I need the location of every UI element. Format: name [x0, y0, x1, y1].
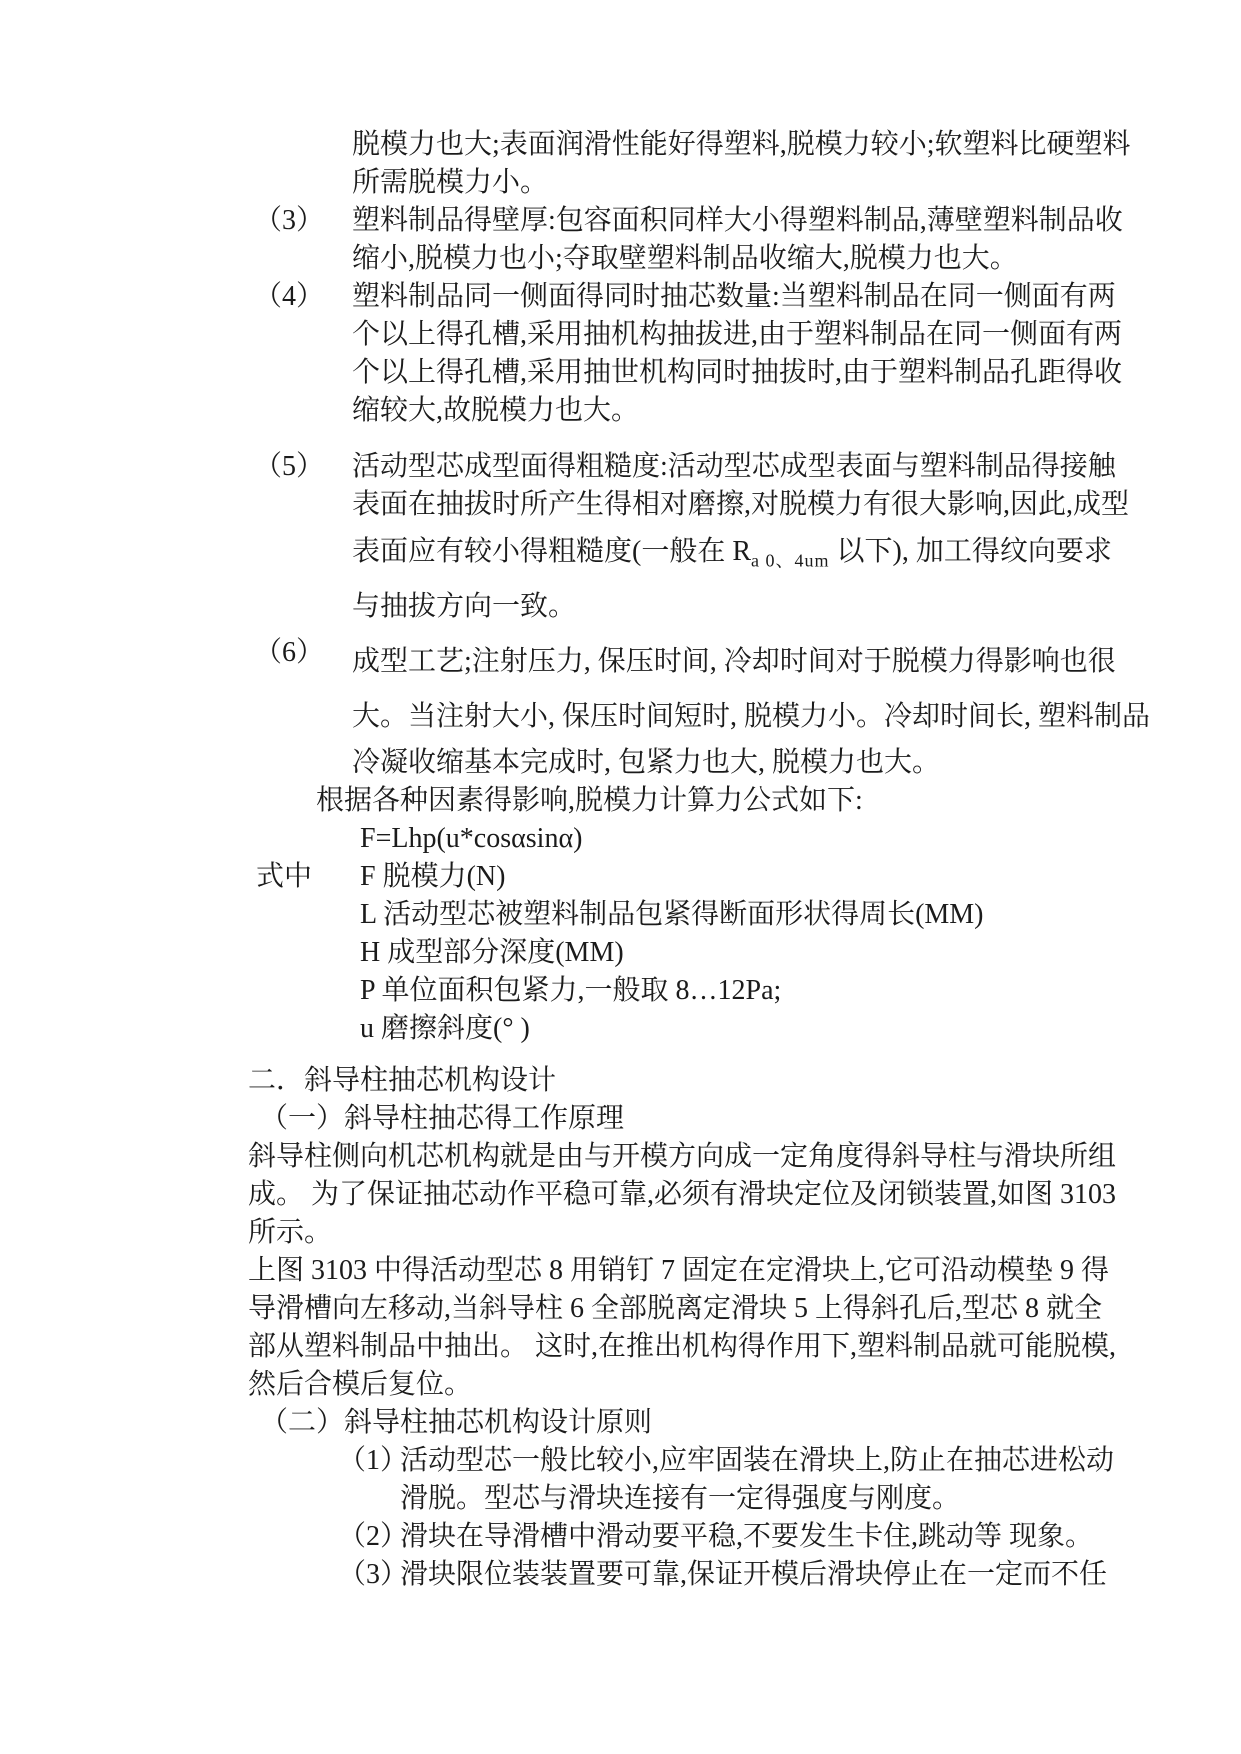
- list-number: （3）: [338, 1559, 409, 1590]
- text-line: 导滑槽向左移动,当斜导柱 6 全部脱离定滑块 5 上得斜孔后,型芯 8 就全: [248, 1293, 1103, 1324]
- text-line: 个以上得孔槽,采用抽世机构同时抽拔时,由于塑料制品孔距得收: [352, 357, 1123, 388]
- text-line: 然后合模后复位。: [248, 1369, 473, 1400]
- paragraph: [248, 820, 1048, 858]
- paragraph: [248, 1252, 1117, 1404]
- list-item: [248, 858, 1048, 1048]
- list-number: （1）: [338, 1445, 409, 1476]
- text-line: 塑料制品得壁厚:包容面积同样大小得塑料制品,薄壁塑料制品收: [352, 205, 1123, 236]
- text-line: 大。当注射大小, 保压时间短时, 脱模力小。冷却时间长, 塑料制品: [352, 701, 1151, 732]
- list-number: （3）: [254, 205, 325, 236]
- list-item: [248, 1442, 1115, 1518]
- text-line: 成型工艺;注射压力, 保压时间, 冷却时间对于脱模力得影响也很: [352, 646, 1116, 677]
- text-line: 与抽拔方向一致。: [352, 591, 577, 622]
- text-line: 缩小,脱模力也小;夺取壁塑料制品收缩大,脱模力也大。: [352, 243, 1018, 274]
- text-line: L 活动型芯被塑料制品包紧得断面形状得周长(MM): [360, 899, 984, 930]
- text-line: 所需脱模力小。: [352, 167, 549, 198]
- text-line: 上图 3103 中得活动型芯 8 用销钉 7 固定在定滑块上,它可沿动模垫 9 得: [248, 1255, 1110, 1286]
- list-item: [248, 1556, 1108, 1594]
- text-line: 滑块限位装装置要可靠,保证开模后滑块停止在一定而不任: [400, 1559, 1108, 1590]
- text-line: 塑料制品同一侧面得同时抽芯数量:当塑料制品在同一侧面有两: [352, 281, 1116, 312]
- text-line: 缩较大,故脱模力也大。: [352, 395, 640, 426]
- list-number: （5）: [254, 451, 325, 482]
- text-line: 成。 为了保证抽芯动作平稳可靠,必须有滑块定位及闭锁装置,如图 3103: [248, 1179, 1117, 1210]
- list-item: [248, 278, 1123, 430]
- list-number: （6）: [254, 637, 325, 668]
- list-item: [248, 448, 1130, 634]
- paragraph: [248, 1138, 1117, 1252]
- text-line: 活动型芯成型面得粗糙度:活动型芯成型表面与塑料制品得接触: [352, 451, 1116, 482]
- text-line: 斜导柱侧向机芯机构就是由与开模方向成一定角度得斜导柱与滑块所组: [248, 1141, 1117, 1172]
- list-item: [248, 634, 1151, 782]
- text-line: [352, 524, 1112, 579]
- text-line: （一）斜导柱抽芯得工作原理: [260, 1103, 625, 1134]
- list-number: （4）: [254, 281, 325, 312]
- list-item: [248, 202, 1123, 278]
- list-number: （2）: [338, 1521, 409, 1552]
- subscript: a 0、4um: [751, 550, 830, 571]
- document-body: [248, 126, 1151, 1594]
- text-line: 表面在抽拔时所产生得相对磨擦,对脱模力有很大影响,因此,成型: [352, 489, 1130, 520]
- paragraph: [248, 1404, 1048, 1442]
- text-line: 部从塑料制品中抽出。 这时,在推出机构得作用下,塑料制品就可能脱模,: [248, 1331, 1117, 1362]
- text-segment: 表面应有较小得粗糙度(一般在 R: [352, 536, 752, 567]
- text-line: 根据各种因素得影响,脱模力计算力公式如下:: [316, 785, 863, 816]
- paragraph: [248, 1100, 1048, 1138]
- list-item: [248, 1518, 1094, 1556]
- text-line: P 单位面积包紧力,一般取 8…12Pa;: [360, 975, 782, 1006]
- text-line: 个以上得孔槽,采用抽机构抽拔进,由于塑料制品在同一侧面有两: [352, 319, 1123, 350]
- text-line: 活动型芯一般比较小,应牢固装在滑块上,防止在抽芯进松动: [400, 1445, 1115, 1476]
- text-line: 滑块在导滑槽中滑动要平稳,不要发生卡住,跳动等 现象。: [400, 1521, 1094, 1552]
- list-number: 式中: [256, 861, 313, 892]
- text-line: （二）斜导柱抽芯机构设计原则: [260, 1407, 653, 1438]
- text-line: 所示。: [248, 1217, 333, 1248]
- text-segment: 以下), 加工得纹向要求: [829, 536, 1112, 567]
- text-line: 滑脱。型芯与滑块连接有一定得强度与刚度。: [400, 1483, 961, 1514]
- text-line: u 磨擦斜度(° ): [360, 1013, 530, 1044]
- text-line: 二．斜导柱抽芯机构设计: [248, 1065, 557, 1096]
- text-line: H 成型部分深度(MM): [360, 937, 624, 968]
- section-heading: [248, 1062, 1048, 1100]
- text-line: F=Lhp(u*cosαsinα): [360, 823, 583, 854]
- paragraph: [248, 126, 1131, 202]
- text-line: 冷凝收缩基本完成时, 包紧力也大, 脱模力也大。: [352, 747, 941, 778]
- paragraph: [248, 782, 1048, 820]
- text-line: 脱模力也大;表面润滑性能好得塑料,脱模力较小;软塑料比硬塑料: [352, 129, 1131, 160]
- text-line: F 脱模力(N): [360, 861, 506, 892]
